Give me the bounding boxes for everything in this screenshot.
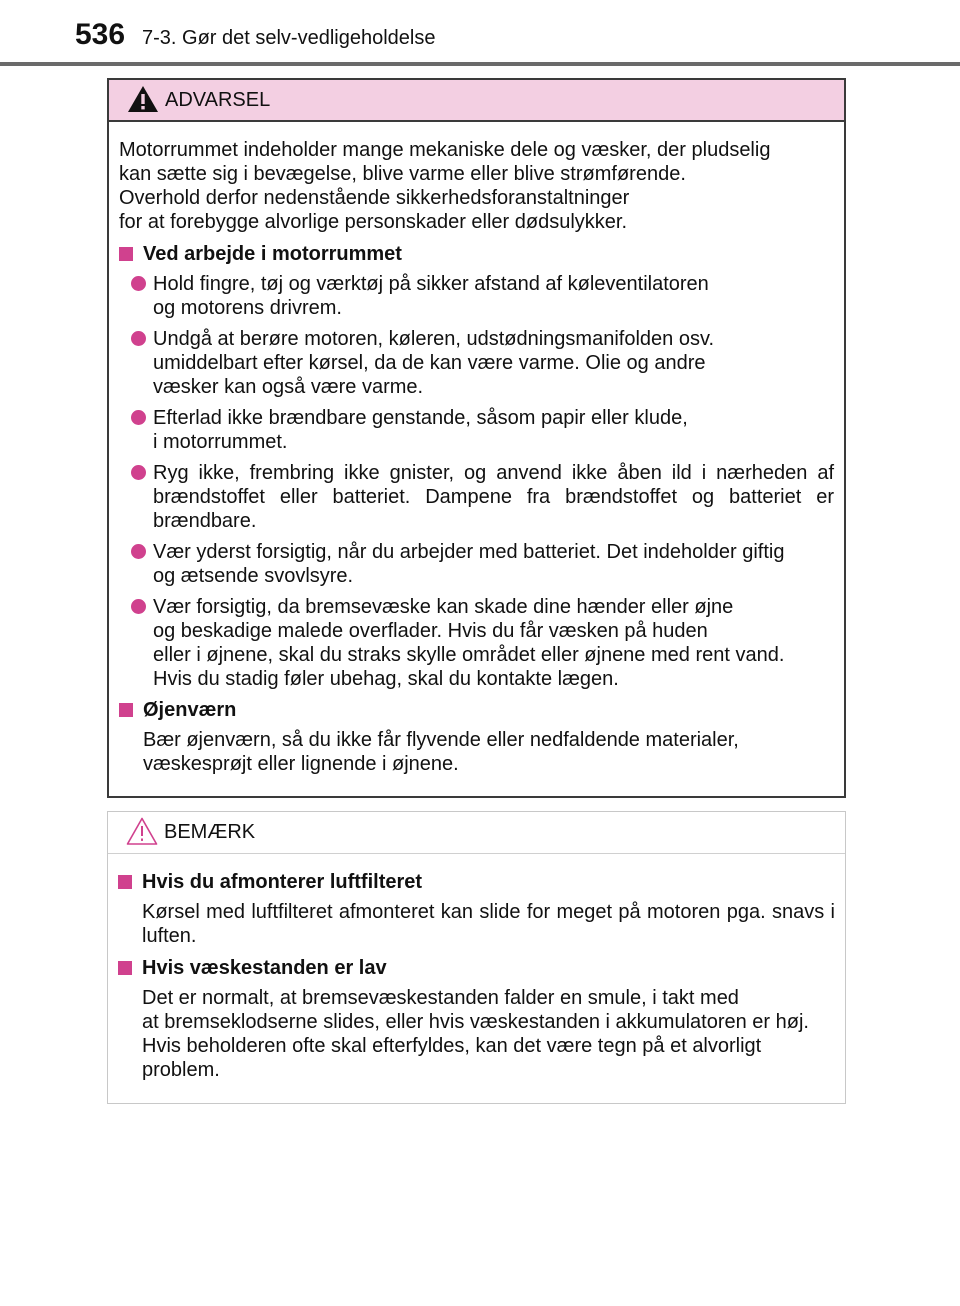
warning-intro: Motorrummet indeholder mange mekaniske dele og væsker, der pludselig kan sætte sig i bevægelse, blive varme eller blive strømførende. Overhold derfor nedenstående sikkerhedsforanstaltninger for at forebygge alvorlige personskader eller dødsulykker. [119,139,771,233]
subheading-air-filter: Hvis du afmonterer luftfilteret [118,870,835,894]
warning-label: ADVARSEL [165,89,271,111]
square-bullet-icon [119,703,133,717]
round-bullet-icon [131,276,146,291]
page-number: 536 [75,18,126,51]
list-item: Vær yderst forsigtig, når du arbejder med batteriet. Det indeholder giftig og ætsende svovlsyre. [119,540,834,588]
section-title: 7-3. Gør det selv-vedligeholdelse [142,27,436,49]
notice-content [118,870,835,1090]
subheading-engine-compartment: Ved arbejde i motorrummet [119,242,834,266]
square-bullet-icon [118,875,132,889]
caution-triangle-icon [126,816,158,846]
subheading-eye-protection: Øjenværn [119,698,834,722]
list-item: Ryg ikke, frembring ikke gnister, og anvend ikke åben ild i nærheden af brændstoffet eller batteriet. Dampene fra brændstoffet og batteriet er brændbare. [119,461,834,533]
list-item: Hold fingre, tøj og værktøj på sikker afstand af køleventilatoren og motorens drivrem. [119,272,834,320]
round-bullet-icon [131,331,146,346]
list-item: Efterlad ikke brændbare genstande, såsom papir eller klude, i motorrummet. [119,406,834,454]
round-bullet-icon [131,465,146,480]
warning-box [107,78,846,798]
notice-header [108,812,845,854]
round-bullet-icon [131,599,146,614]
round-bullet-icon [131,410,146,425]
warning-triangle-icon [127,84,159,114]
header-divider [0,62,960,66]
notice-box [107,811,846,1104]
subheading-low-fluid: Hvis væskestanden er lav [118,956,835,980]
page-header [0,0,960,64]
low-fluid-text: Det er normalt, at bremsevæskestanden falder en smule, i takt med at bremseklodserne slides, eller hvis væskestanden i akkumulatoren er høj. Hvis beholderen ofte skal efterfyldes, kan det være tegn på et alvorligt problem. [142,987,809,1081]
air-filter-text: Kørsel med luftfilteret afmonteret kan slide for meget på motoren pga. snavs i luften. [142,901,835,947]
eye-protection-text: Bær øjenværn, så du ikke får flyvende eller nedfaldende materialer, væskesprøjt eller lignende i øjnene. [143,729,739,775]
round-bullet-icon [131,544,146,559]
warning-header [109,80,844,122]
list-item: Vær forsigtig, da bremsevæske kan skade dine hænder eller øjne og beskadige malede overflader. Hvis du får væsken på huden eller i øjnene, skal du straks skylle området eller øjnene med rent vand. Hvis du stadig føler ubehag, skal du kontakte lægen. [119,595,834,691]
list-item: Undgå at berøre motoren, køleren, udstødningsmanifolden osv. umiddelbart efter kørsel, da de kan være varme. Olie og andre væsker kan også være varme. [119,327,834,399]
square-bullet-icon [119,247,133,261]
warning-content [119,138,834,784]
square-bullet-icon [118,961,132,975]
notice-label: BEMÆRK [164,821,256,843]
